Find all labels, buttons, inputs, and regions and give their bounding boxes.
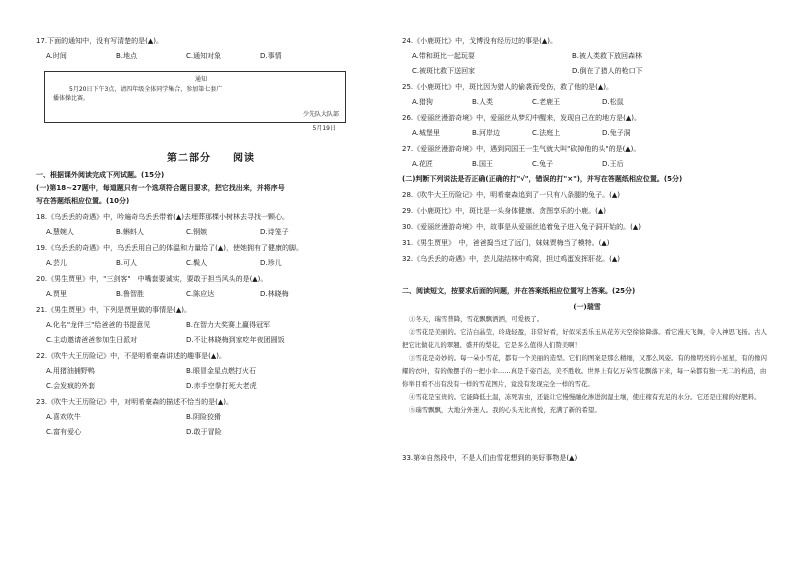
option: A.喜欢吹牛	[46, 413, 81, 421]
paragraph: ③雪花是奇妙的。每一朵小雪花，都有一个美丽的造型。它们的图案是那么精细，又那么风姿。有的像明亮的小星星，有的像闪耀的衣叶，有的像摆手的一把小伞……真是千姿百态，美不胜收。世界上有亿万朵雪花飘落下来，每一朵都有独一无二的构造，由你举目看不出有没有一样的雪花图片，竟没有发现完全一样的雪花。	[402, 354, 767, 388]
notice-body: 5月20日下午3点，请四年级全体同学集合，参加第七套广	[69, 86, 223, 93]
paragraph: ②雪花是美丽的。它洁白晶莹，玲珑轻盈，非常好看，好似采丢乐玉从花芳天空徐徐降落。看它漫天飞舞，令人神思飞扬。古人把它比做花儿的翠翘、盛开的梨花，它是多么值得人们赞美啊！	[402, 328, 767, 349]
option: A.芸儿	[46, 259, 67, 267]
option: D.敢于冒险	[186, 428, 222, 436]
options-25	[402, 97, 772, 107]
option: C.老鹿王	[532, 98, 561, 106]
option: B.阴险狡猾	[186, 413, 222, 421]
option: C.鬓人	[186, 259, 208, 267]
option: A.贾里	[46, 290, 67, 298]
option: D.林晓梅	[260, 290, 289, 298]
question-20: 20.《男生贾里》中，"三剑客" 中嘴套要诚实，要敢于担当风头的是(▲)。	[36, 275, 268, 283]
options-18	[36, 227, 386, 237]
option: C.法庭上	[532, 129, 561, 137]
option: C.钢嫉	[186, 228, 208, 236]
option: D.兔子洞	[602, 129, 631, 137]
option: B.河岸边	[472, 129, 501, 137]
options-24b	[402, 66, 772, 76]
question-17: 17.下面的通知中，没有写清楚的是(▲)。	[36, 37, 163, 45]
option: A.带和斑比一起玩耍	[412, 52, 475, 60]
option: B.人类	[472, 98, 494, 106]
option: A.慧婉人	[46, 228, 74, 236]
option: A.猎狗	[412, 98, 433, 106]
question-25: 25.《小鹿斑比》中，斑比因为猎人的偷袭而受伤，救了他的是(▲)。	[402, 83, 613, 91]
options-20	[36, 289, 386, 299]
passage-title: (一)瑞雪	[573, 302, 601, 311]
notice-signature: 少先队大队部	[302, 111, 339, 118]
option: A.城堡里	[412, 129, 440, 137]
option: A.化名"龙伴三"给爸爸的书提意见	[46, 321, 151, 329]
option: D.赤手空拳打死大老虎	[186, 382, 257, 390]
options-27	[402, 159, 772, 169]
option: B.蝌蚪人	[116, 228, 145, 236]
paragraph: ⑤瑞雪飘飘，大地分外迷人。我的心头无比喜悦，充满了新的希望。	[409, 406, 601, 414]
options-23	[36, 412, 386, 422]
passage	[402, 300, 772, 417]
option: B.鲁智胜	[116, 290, 145, 298]
option: D.王后	[602, 160, 624, 168]
option: A.时间	[46, 52, 67, 60]
option: D.事情	[260, 52, 282, 60]
paragraph: ④雪花是宝贵的。它能降低土温，冻死害虫，还能让它慢慢融化渗进润湿土壤，使庄稼有充足的水分。它还是庄稼的好肥料。	[409, 393, 761, 401]
question-22: 22.《吹牛大王历险记》中，不是明希豪森讲述的趣事是(▲)。	[36, 352, 226, 360]
option: D.珍儿	[260, 259, 282, 267]
question-23: 23.《吹牛大王历险记》中，对明希豪森的描述不恰当的是(▲)。	[36, 398, 233, 406]
option: B.地点	[116, 52, 138, 60]
option: D.倒在了猎人的枪口下	[572, 67, 643, 75]
subsection-heading: (一)第18~27题中，每道题只有一个选项符合题目要求，把它找出来，并将序号	[36, 184, 285, 192]
options-24	[402, 51, 772, 61]
option: D.不让林晓梅到家吃年夜团圆饭	[186, 336, 285, 344]
judge-item: 32.《乌丢丢的奇遇》中，芸儿陆结林中鸡窝，担过鸡蛋发挥肝花。(▲)	[402, 255, 620, 263]
option: C.主动邀请爸爸参加生日派对	[46, 336, 138, 344]
section-heading: 一、根据课外阅读完成下列试题。(15分)	[36, 171, 165, 179]
options-19	[36, 258, 386, 268]
option: B.国王	[472, 160, 494, 168]
subsection-heading: 写在答题纸相应位置。(10分)	[36, 197, 130, 205]
left-column	[36, 36, 386, 437]
option: C.被斑比救下送回家	[412, 67, 476, 75]
options-26	[402, 128, 772, 138]
options-23b	[36, 427, 386, 437]
option: A.用猪油捕野鸭	[46, 367, 95, 375]
option: D.诗笼子	[260, 228, 289, 236]
judge-item: 29.《小鹿斑比》中，斑比是一头身体健康、贪图享乐的小鹿。(▲)	[402, 207, 606, 215]
option: C.会发疯的外套	[46, 382, 96, 390]
question-18: 18.《乌丢丢的奇遇》中，吟遍奇乌丢丢带着(▲)去埋葬那棵小树林去寻找一颗心。	[36, 213, 289, 221]
judge-item: 31.《男生贾里》 中，爸爸捣当过了远门，妹妹贾梅当了模特。(▲)	[402, 239, 610, 247]
question-19: 19.《乌丢丢的奇遇》中，乌丢丢用自己的体温和力量给了(▲)，使她拥有了健康的脚。	[36, 244, 303, 252]
option: B.可人	[116, 259, 138, 267]
option: D.松鼠	[602, 98, 624, 106]
paragraph: ①冬天，瑞雪普降，雪花飘飘洒洒，可爱极了。	[409, 315, 544, 323]
options-17	[36, 51, 386, 61]
question-33: 33.第②自然段中，不是人们由雪花想到的美好事物是(▲)	[402, 454, 578, 462]
notice-date: 5月19日	[312, 125, 336, 132]
question-21: 21.《男生贾里》中，下列是贾里做的事情是(▲)。	[36, 306, 191, 314]
question-24: 24.《小鹿斑比》中，戈博没有经历过的事是(▲)。	[402, 37, 557, 45]
notice-body: 播体操比赛。	[53, 95, 90, 102]
right-column	[402, 36, 772, 463]
options-22	[36, 366, 386, 376]
question-26: 26.《爱丽丝漫游奇境》中，爱丽丝从梦幻中醒来，发现自己在的地方是(▲)。	[402, 114, 641, 122]
option: A.花匠	[412, 160, 433, 168]
part-title: 第二部分 阅读	[167, 153, 255, 164]
option: B.在智力大奖赛上赢得冠军	[186, 321, 271, 329]
options-22b	[36, 381, 386, 391]
judge-item: 30.《爱丽丝漫游奇境》中，故事是从爱丽丝追着兔子进入兔子洞开始的。(▲)	[402, 223, 641, 231]
option: C.陈应达	[186, 290, 215, 298]
option: C.兔子	[532, 160, 554, 168]
subsection-heading: (二)判断下列说法是否正确(正确的打"√"，错误的打"×")，并写在答题纸相应位置。(5分)	[402, 175, 683, 183]
section-heading: 二、阅读短文，按要求后面的问题，并在答案纸相应位置写上答案。(25分)	[402, 287, 636, 295]
notice-title: 通知	[195, 76, 208, 83]
option: B.被人类救下放回森林	[572, 52, 643, 60]
options-21b	[36, 335, 386, 345]
option: C.通知对象	[186, 52, 222, 60]
judge-item: 28.《吹牛大王历险记》中，明希豪森追到了一只有八条腿的兔子。(▲)	[402, 191, 620, 199]
option: B.眼冒金星点燃打火石	[186, 367, 257, 375]
option: C.富有爱心	[46, 428, 82, 436]
question-27: 27.《爱丽丝漫游奇境》中，遇到同国王一生气就大叫"砍掉他的头"的是(▲)。	[402, 145, 641, 153]
notice-box	[44, 71, 346, 123]
options-21	[36, 320, 386, 330]
